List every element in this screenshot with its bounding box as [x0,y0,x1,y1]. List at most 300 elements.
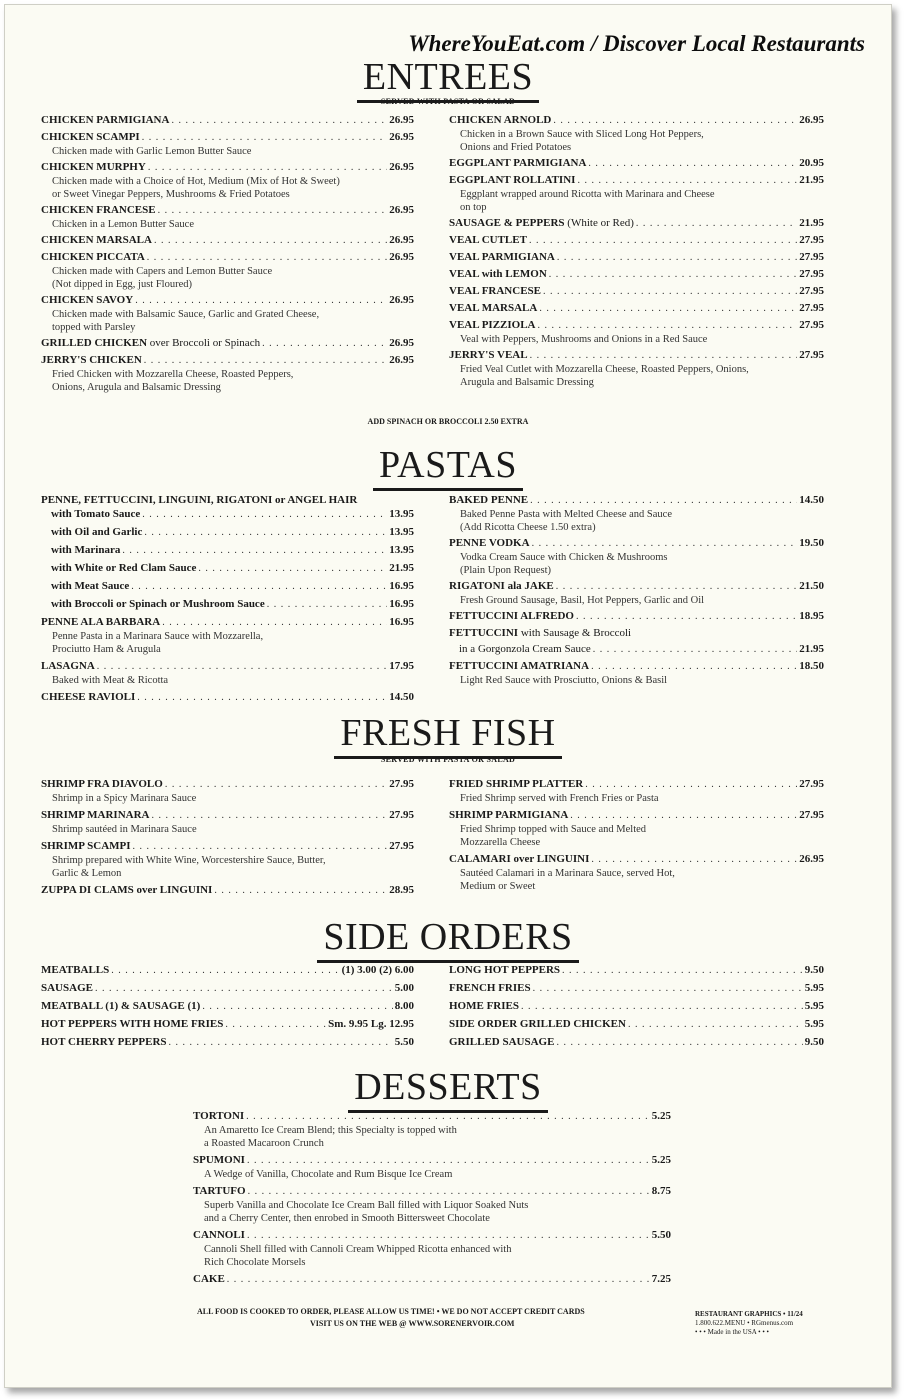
menu-item [449,659,824,687]
menu-item [41,203,414,231]
menu-item-row [41,883,414,898]
leader-dots [543,285,797,299]
menu-item-row [41,130,414,145]
menu-item-name: LONG HOT PEPPERS [449,964,561,976]
menu-item [41,883,414,898]
leader-dots [154,234,387,248]
menu-item [41,507,414,522]
menu-item-price: 19.50 [799,537,824,549]
menu-item-description: Fried Chicken with Mozzarella Cheese, Roasted Peppers, [52,369,294,380]
leader-dots [538,319,798,333]
menu-item-name: with Broccoli or Spinach or Mushroom Sauce [51,598,265,610]
menu-item-name: VEAL PIZZIOLA [449,319,536,331]
menu-item-row [41,999,414,1014]
menu-item-price: 17.95 [389,660,414,672]
logo-line-2: 1.800.622.MENU • RGmenus.com [695,1319,794,1327]
menu-item-name: CHICKEN MARSALA [41,234,152,246]
leader-dots [246,1110,650,1124]
menu-item-name: CHEESE RAVIOLI [41,691,136,703]
menu-item [41,233,414,248]
menu-item-row [449,173,824,188]
menu-item-row [41,525,414,540]
menu-item-price: 26.95 [389,354,414,366]
menu-item-row [193,1109,671,1124]
leader-dots [532,537,798,551]
menu-item-description: on top [460,202,487,213]
menu-item-description: Baked with Meat & Ricotta [52,675,169,686]
menu-item-description: Onions and Fried Potatoes [460,142,572,153]
leader-dots [521,1000,803,1014]
menu-item-price: 26.95 [389,337,414,349]
menu-item [41,336,414,351]
menu-item-row [41,543,414,558]
leader-dots [225,1018,326,1032]
menu-item-row [449,113,824,128]
menu-item-description: and a Cherry Center, then enrobed in Smooth Bittersweet Chocolate [204,1213,490,1224]
menu-item-name: VEAL MARSALA [449,302,538,314]
menu-item-name: SIDE ORDER GRILLED CHICKEN [449,1018,626,1030]
menu-item-row [449,284,824,299]
menu-item-description: Fried Shrimp served with French Fries or Pasta [460,793,659,804]
leader-dots [591,853,797,867]
menu-item [41,1035,414,1050]
leader-dots [158,204,388,218]
menu-item-name: RIGATONI ala JAKE [449,580,554,592]
menu-item-description: Shrimp in a Spicy Marinara Sauce [52,793,197,804]
menu-item [41,525,414,540]
menu-item-name: VEAL PARMIGIANA [449,251,555,263]
menu-item-description: Penne Pasta in a Marinara Sauce with Mozzarella, [52,631,264,642]
fish-left-column [41,777,414,901]
publisher-logo [695,1310,803,1337]
menu-item-row [449,609,824,624]
menu-item-price: 28.95 [389,884,414,896]
menu-item-price: 13.95 [389,526,414,538]
leader-dots [577,174,797,188]
menu-item-row [449,156,824,171]
menu-item-price: 27.95 [799,809,824,821]
menu-item [449,267,824,282]
menu-item-description: Fresh Ground Sausage, Basil, Hot Peppers, Garlic and Oil [460,595,705,606]
menu-item-name: CHICKEN SAVOY [41,294,134,306]
menu-item-price: 16.95 [389,616,414,628]
leader-dots [247,1229,650,1243]
menu-item [449,642,824,657]
menu-item-row [193,1228,671,1243]
menu-item-description: Chicken made with Balsamic Sauce, Garlic and Grated Cheese, [52,309,320,320]
menu-item [449,626,824,640]
leader-dots [169,1036,393,1050]
menu-item [449,1035,824,1050]
logo-line-1: RESTAURANT GRAPHICS • 11/24 [695,1310,803,1318]
menu-item [193,1272,671,1287]
leader-dots [262,337,387,351]
menu-item-description: or Sweet Vinegar Peppers, Mushrooms & Fried Potatoes [52,189,290,200]
menu-item-name: JERRY'S VEAL [449,349,528,361]
menu-item-price: 27.95 [799,234,824,246]
entrees-right-column [449,113,824,391]
menu-item [41,113,414,128]
menu-item-price: 27.95 [799,778,824,790]
footer-notice: ALL FOOD IS COOKED TO ORDER, PLEASE ALLOW US TIME! • WE DO NOT ACCEPT CREDIT CARDS [197,1307,585,1316]
menu-item-name: TARTUFO [193,1185,246,1197]
menu-item-name: SHRIMP PARMIGIANA [449,809,569,821]
menu-item-name: CHICKEN MURPHY [41,161,146,173]
leader-dots [557,251,797,265]
leader-dots [549,268,797,282]
menu-item-price: 27.95 [799,349,824,361]
menu-item [449,348,824,389]
menu-item-row [449,777,824,792]
menu-item-row [449,659,824,674]
leader-dots [162,616,387,630]
menu-item [449,284,824,299]
menu-item-price: 9.50 [804,1036,824,1048]
leader-dots [144,526,387,540]
leader-dots [133,840,388,854]
menu-item-name: with Oil and Garlic [51,526,143,538]
menu-item-name: BAKED PENNE [449,494,529,506]
menu-item [41,160,414,201]
menu-item-description: Arugula and Balsamic Dressing [460,377,594,388]
leader-dots [142,508,387,522]
menu-item-price: 26.95 [389,251,414,263]
menu-item-description: Rich Chocolate Morsels [204,1257,306,1268]
menu-item-price: Sm. 9.95 Lg. 12.95 [328,1018,414,1030]
menu-item-name: CHICKEN SCAMPI [41,131,140,143]
menu-item-price: 16.95 [389,598,414,610]
menu-item-row [449,981,824,996]
leader-dots [267,598,388,612]
leader-dots [227,1273,650,1287]
menu-item-price: 21.95 [389,562,414,574]
leader-dots [144,354,387,368]
menu-item [449,981,824,996]
menu-item-description: Baked Penne Pasta with Melted Cheese and Sauce [460,509,672,520]
menu-item-name: FRIED SHRIMP PLATTER [449,778,584,790]
leader-dots [529,234,797,248]
menu-page [4,4,892,1388]
menu-item-row [41,293,414,308]
menu-item-row [41,353,414,368]
menu-item-price: 27.95 [799,302,824,314]
menu-item-name: CHICKEN FRANCESE [41,204,156,216]
menu-item-price: 26.95 [799,853,824,865]
menu-item-name: PENNE VODKA [449,537,530,549]
menu-item-name: HOT CHERRY PEPPERS [41,1036,167,1048]
menu-item-price: 5.95 [804,1018,824,1030]
menu-item-name: with White or Red Clam Sauce [51,562,197,574]
menu-item-description: Mozzarella Cheese [460,837,541,848]
menu-item-description: Chicken made with a Choice of Hot, Medium (Mix of Hot & Sweet) [52,176,340,187]
menu-item-price: 18.50 [799,660,824,672]
menu-item-description: Chicken made with Capers and Lemon Butter Sauce [52,266,273,277]
leader-dots [247,1154,650,1168]
menu-item-price: 26.95 [389,161,414,173]
leader-dots [122,544,387,558]
leader-dots [530,494,797,508]
menu-item [449,216,824,231]
leader-dots [570,809,797,823]
leader-dots [530,349,798,363]
menu-item-row [449,1017,824,1032]
menu-item-description: Fried Shrimp topped with Sauce and Melted [460,824,647,835]
menu-item-name: MEATBALLS [41,964,110,976]
leader-dots [585,778,797,792]
menu-item [41,808,414,836]
menu-item [449,233,824,248]
menu-item-name: GRILLED CHICKEN over Broccoli or Spinach [41,337,261,349]
menu-item-price: 5.95 [804,982,824,994]
entrees-subtitle: SERVED WITH PASTA OR SALAD [380,97,516,106]
menu-item-description: Prociutto Ham & Arugula [52,644,161,655]
menu-item-price: 27.95 [389,840,414,852]
menu-item-row [449,579,824,594]
menu-item [449,852,824,893]
menu-item-name: ZUPPA DI CLAMS over LINGUINI [41,884,213,896]
menu-item-description: Garlic & Lemon [52,868,122,879]
leader-dots [165,778,387,792]
leader-dots [142,131,388,145]
leader-dots [533,982,803,996]
menu-item-row [449,216,824,231]
menu-item [41,999,414,1014]
menu-item-price: 26.95 [389,204,414,216]
menu-item [41,981,414,996]
menu-item-name: PENNE ALA BARBARA [41,616,161,628]
menu-item-row [41,839,414,854]
menu-item-row [449,626,824,640]
menu-item-row [41,113,414,128]
leader-dots [137,691,387,705]
leader-dots [539,302,797,316]
pastas-left-column [41,493,414,708]
menu-item-name: SHRIMP SCAMPI [41,840,131,852]
fish-title: FRESH FISH [5,713,891,753]
menu-item-row [41,615,414,630]
menu-item-row [41,1035,414,1050]
leader-dots [214,884,387,898]
menu-item-name: SAUSAGE & PEPPERS (White or Red) [449,217,634,229]
menu-item-price: 27.95 [389,809,414,821]
menu-item-row [449,963,824,978]
menu-item-description: Sautéed Calamari in a Marinara Sauce, served Hot, [460,868,675,879]
menu-item [41,659,414,687]
menu-item-price: 5.50 [394,1036,414,1048]
menu-item [449,1017,824,1032]
menu-item-price: 27.95 [799,251,824,263]
menu-item-name: JERRY'S CHICKEN [41,354,142,366]
menu-item-price: 8.00 [394,1000,414,1012]
menu-item-row [41,233,414,248]
menu-item-row [449,808,824,823]
menu-item-extra: with Sausage & Broccoli [518,627,632,639]
menu-item-row [41,963,414,978]
menu-item-price: 16.95 [389,580,414,592]
menu-item-name: CHICKEN PICCATA [41,251,145,263]
menu-item-row [449,233,824,248]
pastas-right-column [449,493,824,689]
menu-item-name: FETTUCCINI AMATRIANA [449,660,590,672]
leader-dots [628,1018,803,1032]
desserts-column [193,1109,671,1290]
menu-item-price: 5.95 [804,1000,824,1012]
menu-item-description: Vodka Cream Sauce with Chicken & Mushrooms [460,552,668,563]
menu-item [449,609,824,624]
menu-item-description: a Roasted Macaroon Crunch [204,1138,324,1149]
watermark-text: WhereYouEat.com / Discover Local Restaurants [408,31,865,56]
menu-item-description: An Amaretto Ice Cream Blend; this Specialty is topped with [204,1125,457,1136]
menu-item [193,1109,671,1150]
menu-item-name [449,642,591,656]
fish-subtitle: SERVED WITH PASTA OR SALAD [380,755,516,764]
leader-dots [97,660,387,674]
leader-dots [151,809,387,823]
menu-item [449,777,824,805]
menu-item [449,808,824,849]
menu-item-row [41,659,414,674]
menu-item-description: Onions, Arugula and Balsamic Dressing [52,382,221,393]
menu-item-description: (Not dipped in Egg, just Floured) [52,279,192,290]
menu-item [41,963,414,978]
menu-item-price: 21.95 [799,643,824,655]
menu-item [449,579,824,607]
menu-item-row [449,250,824,265]
menu-item [193,1228,671,1269]
menu-item-extra: (White or Red) [564,217,634,229]
menu-item [449,963,824,978]
menu-item-name: TORTONI [193,1110,245,1122]
menu-item-price: 5.25 [651,1154,671,1166]
menu-item-row [449,536,824,551]
menu-item [193,1184,671,1225]
menu-item [41,293,414,334]
menu-item-name: EGGPLANT ROLLATINI [449,174,576,186]
fish-right-column [449,777,824,896]
leader-dots [556,1036,802,1050]
entrees-title: ENTREES [5,57,891,97]
entrees-left-column [41,113,414,396]
menu-item-description: Chicken in a Brown Sauce with Sliced Long Hot Peppers, [460,129,704,140]
menu-item-description: Chicken in a Lemon Butter Sauce [52,219,195,230]
menu-item-price: 5.00 [394,982,414,994]
menu-item-price: 21.95 [799,174,824,186]
pasta-header: PENNE, FETTUCCINI, LINGUINI, RIGATONI or ANGEL HAIR [41,494,358,506]
menu-item-description: Eggplant wrapped around Ricotta with Marinara and Cheese [460,189,715,200]
menu-item-price: 8.75 [651,1185,671,1197]
menu-item-row [41,579,414,594]
menu-item-name: HOME FRIES [449,1000,519,1012]
sides-left-column [41,963,414,1053]
menu-item-price: 21.95 [799,217,824,229]
menu-item [41,777,414,805]
leader-dots [553,114,797,128]
menu-item [449,250,824,265]
menu-item-description: (Add Ricotta Cheese 1.50 extra) [460,522,596,533]
leader-dots [588,157,797,171]
menu-item-row [41,507,414,522]
desserts-title: DESSERTS [5,1067,891,1107]
menu-item-extra: over Broccoli or Spinach [147,337,261,349]
menu-item-name: MEATBALL (1) & SAUSAGE (1) [41,1000,201,1012]
leader-dots [556,580,798,594]
menu-item-row [449,318,824,333]
menu-item [41,1017,414,1032]
menu-item-price: 18.95 [799,610,824,622]
menu-item [41,561,414,576]
menu-item-row [41,777,414,792]
menu-item-row [193,1184,671,1199]
menu-item-price: 7.25 [651,1273,671,1285]
menu-item-name: HOT PEPPERS WITH HOME FRIES [41,1018,224,1030]
menu-item-name: CANNOLI [193,1229,245,1241]
menu-item-description: (Plain Upon Request) [460,565,551,576]
menu-item [41,597,414,612]
menu-item [449,536,824,577]
menu-item-row [41,160,414,175]
leader-dots [171,114,387,128]
menu-item-description: Cannoli Shell filled with Cannoli Cream Whipped Ricotta enhanced with [204,1244,512,1255]
menu-item-price: 27.95 [799,268,824,280]
menu-item [41,130,414,158]
menu-item-price: 14.50 [389,691,414,703]
footer-website: VISIT US ON THE WEB @ WWW.SORENERVOIR.COM [310,1319,515,1328]
menu-item-row [193,1153,671,1168]
leader-dots [593,643,797,657]
menu-item [41,353,414,394]
menu-item-name: SPUMONI [193,1154,245,1166]
menu-item-row [41,1017,414,1032]
menu-item [41,615,414,656]
leader-dots [636,217,797,231]
menu-item [449,156,824,171]
menu-item-row [449,999,824,1014]
menu-item-row [41,981,414,996]
menu-item-description: A Wedge of Vanilla, Chocolate and Rum Bisque Ice Cream [204,1169,453,1180]
leader-dots [95,982,393,996]
menu-item [41,579,414,594]
menu-item-price: 27.95 [389,778,414,790]
menu-item-name: SHRIMP FRA DIAVOLO [41,778,163,790]
menu-item-name: EGGPLANT PARMIGIANA [449,157,587,169]
leader-dots [202,1000,392,1014]
menu-item-description: Medium or Sweet [460,881,536,892]
leader-dots [198,562,387,576]
menu-item-row [41,250,414,265]
menu-item-row [41,561,414,576]
menu-item [449,173,824,214]
menu-item-name: SAUSAGE [41,982,93,994]
menu-item-description: Shrimp prepared with White Wine, Worcestershire Sauce, Butter, [52,855,326,866]
sides-right-column [449,963,824,1053]
menu-item-row [193,1272,671,1287]
menu-item-description: Light Red Sauce with Prosciutto, Onions & Basil [460,675,668,686]
menu-item-name: FETTUCCINI with Sausage & Broccoli [449,627,632,639]
menu-item [449,113,824,154]
menu-item-price: 21.50 [799,580,824,592]
menu-item [41,250,414,291]
leader-dots [576,610,797,624]
menu-item-price: 5.25 [651,1110,671,1122]
menu-item-row [449,1035,824,1050]
menu-item-row [449,493,824,508]
menu-item-price: (1) 3.00 (2) 6.00 [341,964,414,976]
menu-item-description: Shrimp sautéed in Marinara Sauce [52,824,197,835]
menu-item-row [41,597,414,612]
menu-item-description: topped with Parsley [52,322,136,333]
menu-item-name: CHICKEN ARNOLD [449,114,552,126]
menu-item-price: 20.95 [799,157,824,169]
